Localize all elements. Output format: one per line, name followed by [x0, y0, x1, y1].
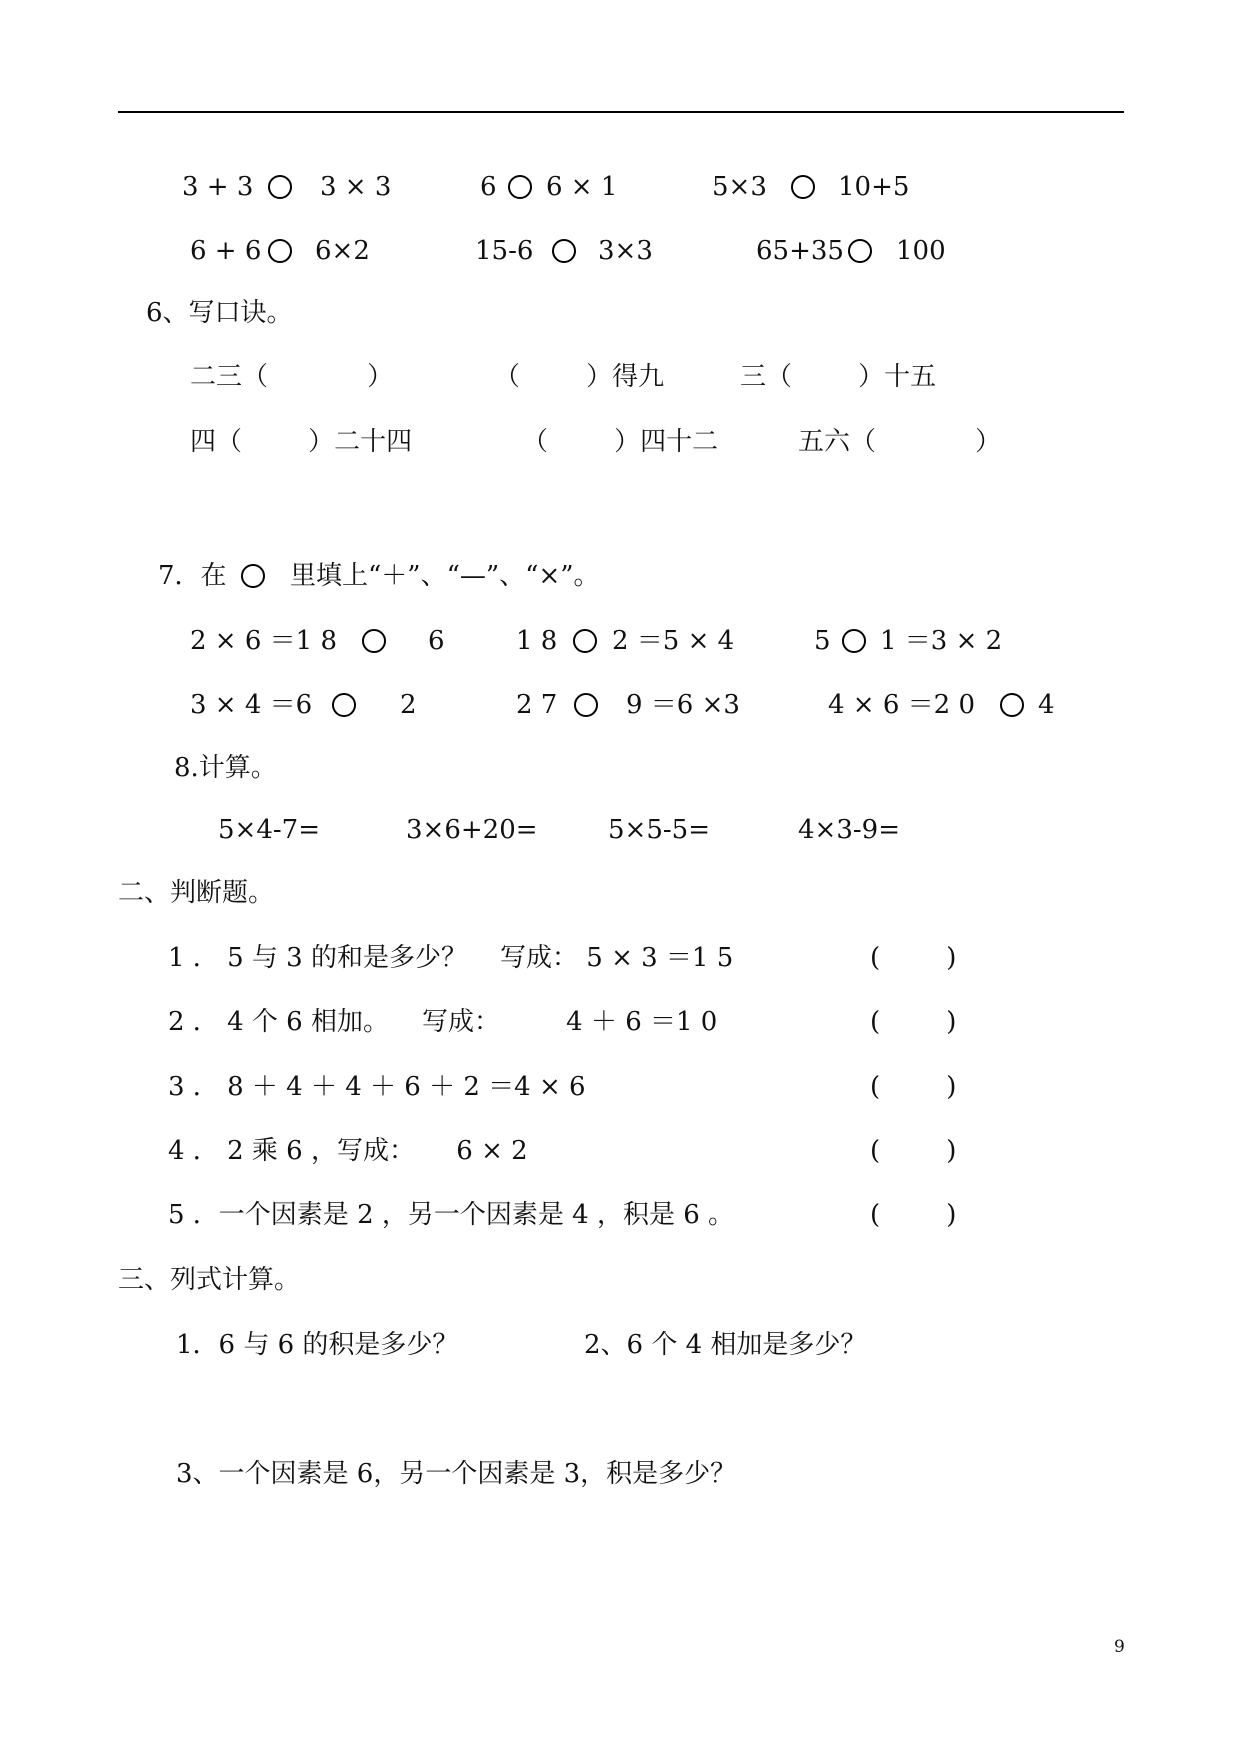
- q8-item: 5×5-5=: [608, 815, 710, 845]
- q5-r2-b-left: 15-6: [475, 236, 534, 266]
- answer-circle[interactable]: [268, 239, 292, 263]
- header-rule: [118, 111, 1124, 113]
- q7-r2-c-right: 4: [1038, 690, 1055, 720]
- answer-circle[interactable]: [362, 629, 386, 653]
- q5-r2-c-left: 65+35: [756, 236, 844, 266]
- q7-r2-c-left: 4 × 6 ＝2 0: [828, 690, 976, 720]
- q5-r1-a-right: 3 × 3: [320, 172, 392, 202]
- q5-r1-a-left: 3 + 3: [182, 172, 254, 202]
- judge-paren-5[interactable]: ( ): [870, 1200, 957, 1230]
- answer-circle[interactable]: [268, 175, 292, 199]
- answer-circle[interactable]: [573, 629, 597, 653]
- word-problem-3: 3、一个因素是 6，另一个因素是 3，积是多少？: [176, 1459, 737, 1489]
- q5-r1-c-right: 10+5: [838, 172, 910, 202]
- q5-r1-c-left: 5×3: [712, 172, 767, 202]
- q6-r2-a: 四（ ）二十四: [190, 427, 413, 457]
- q7-r2-b-right: 9 ＝6 ×3: [626, 690, 740, 720]
- q7-r2-b-left: 2 7: [516, 690, 558, 720]
- judge-item-1: 1 ． 5 与 3 的和是多少？ 写成： 5 × 3 ＝1 5: [168, 943, 734, 973]
- q5-r1-b-right: 6 × 1: [546, 172, 618, 202]
- q7-r2-a-left: 3 × 4 ＝6: [190, 690, 313, 720]
- q7-r1-b-right: 2 ＝5 × 4: [612, 626, 735, 656]
- judge-item-3: 3 ． 8 ＋ 4 ＋ 4 ＋ 6 ＋ 2 ＝4 × 6: [168, 1072, 586, 1102]
- word-problem-1: 1．6 与 6 的积是多少？: [176, 1330, 459, 1360]
- q8-item: 3×6+20=: [406, 815, 538, 845]
- q6-r1-c: 三（ ）十五: [740, 362, 937, 392]
- section3-title: 三、列式计算。: [118, 1265, 301, 1295]
- q7-r1-a-right: 6: [428, 626, 445, 656]
- answer-circle[interactable]: [842, 629, 866, 653]
- judge-item-4: 4 ． 2 乘 6 ，写成： 6 × 2: [168, 1136, 528, 1166]
- page-number: 9: [1114, 1637, 1125, 1657]
- q5-r1-b-left: 6: [480, 172, 497, 202]
- q7-r1-c-right: 1 ＝3 × 2: [880, 626, 1003, 656]
- q7-r2-a-right: 2: [400, 690, 417, 720]
- answer-circle[interactable]: [791, 175, 815, 199]
- judge-paren-2[interactable]: ( ): [870, 1007, 957, 1037]
- answer-circle[interactable]: [552, 239, 576, 263]
- q7-r1-c-left: 5: [814, 626, 831, 656]
- judge-paren-1[interactable]: ( ): [870, 943, 957, 973]
- judge-item-5: 5 ．一个因素是 2 ，另一个因素是 4 ，积是 6 。: [168, 1200, 735, 1230]
- q5-r2-a-right: 6×2: [315, 236, 370, 266]
- answer-circle: [241, 564, 265, 588]
- section2-title: 二、判断题。: [118, 878, 275, 908]
- q5-r2-b-right: 3×3: [598, 236, 653, 266]
- q6-r2-b: （ ）四十二: [522, 427, 719, 457]
- q5-r2-c-right: 100: [896, 236, 946, 266]
- answer-circle[interactable]: [574, 693, 598, 717]
- q5-r2-a-left: 6 + 6: [190, 236, 262, 266]
- q7-r1-a-left: 2 × 6 ＝1 8: [190, 626, 338, 656]
- q6-r1-a: 二三（ ）: [190, 362, 394, 392]
- judge-paren-4[interactable]: ( ): [870, 1136, 957, 1166]
- q8-title: 8.计算。: [174, 753, 277, 783]
- q6-r1-b: （ ）得九: [494, 362, 665, 392]
- answer-circle[interactable]: [848, 239, 872, 263]
- q7-title-after: 里填上“＋”、“—”、“×”。: [290, 561, 600, 591]
- q7-r1-b-left: 1 8: [516, 626, 558, 656]
- q8-item: 5×4-7=: [218, 815, 320, 845]
- answer-circle[interactable]: [332, 693, 356, 717]
- judge-paren-3[interactable]: ( ): [870, 1072, 957, 1102]
- q7-title-before: 7．在: [158, 561, 227, 591]
- q6-r2-c: 五六（ ）: [798, 427, 1002, 457]
- q6-title: 6、写口诀。: [146, 298, 293, 328]
- answer-circle[interactable]: [1000, 693, 1024, 717]
- answer-circle[interactable]: [508, 175, 532, 199]
- judge-item-2: 2 ． 4 个 6 相加。 写成： 4 ＋ 6 ＝1 0: [168, 1007, 718, 1037]
- word-problem-2: 2、6 个 4 相加是多少？: [584, 1330, 867, 1360]
- q8-item: 4×3-9=: [798, 815, 900, 845]
